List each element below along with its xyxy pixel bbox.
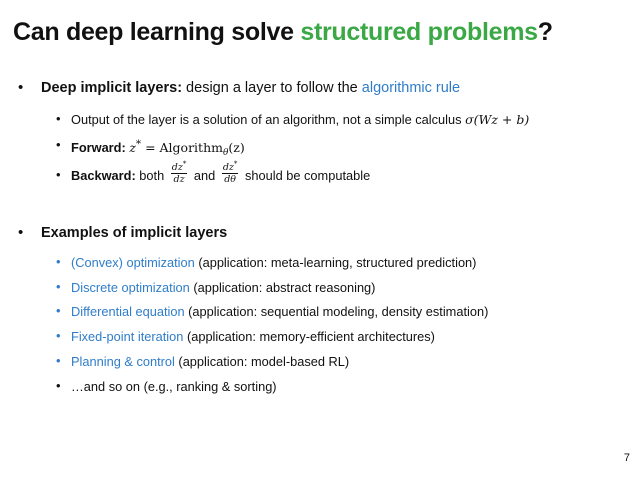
- backward-text-before: both: [135, 168, 168, 183]
- example-highlight: (Convex) optimization: [71, 255, 195, 270]
- math-sub-theta: θ: [222, 148, 229, 159]
- bullet-marker: •: [56, 328, 61, 343]
- bullet-lead-text: design a layer to follow the: [182, 80, 362, 96]
- example-highlight: Fixed-point iteration: [71, 329, 184, 344]
- math-arg: (z): [228, 140, 245, 156]
- example-rest: (application: model-based RL): [174, 354, 350, 369]
- bullet-marker: •: [56, 303, 61, 318]
- fraction-dz-star-over-dz: [171, 159, 188, 185]
- numerator-sup: *: [182, 159, 187, 168]
- bullet-lead-highlight: algorithmic rule: [361, 80, 461, 96]
- example-highlight: Planning & control: [71, 354, 175, 369]
- sub-bullet-text: [71, 138, 245, 158]
- sub-bullet-text: …and so on (e.g., ranking & sorting): [71, 379, 277, 394]
- bullet-lead-bold: Examples of implicit layers: [41, 225, 228, 241]
- bullet-marker: •: [56, 167, 61, 182]
- sub-bullet-text: [71, 280, 375, 295]
- backward-label: Backward:: [71, 168, 136, 183]
- fraction-dz-star-over-dtheta: [222, 159, 239, 185]
- example-rest: (application: abstract reasoning): [189, 280, 376, 295]
- fraction-denominator: dz: [173, 173, 185, 185]
- bullet-marker: •: [56, 353, 61, 368]
- bullet-marker: •: [18, 79, 24, 96]
- bullet-marker: •: [18, 224, 24, 241]
- sub-bullet-text: [71, 329, 435, 344]
- backward-text-mid: and: [190, 168, 219, 183]
- bullet-marker: •: [56, 279, 61, 294]
- slide-title: [13, 18, 553, 47]
- bullet-text: [41, 80, 460, 96]
- math-algorithm: = Algorithm: [141, 140, 223, 156]
- bullet-marker: •: [56, 254, 61, 269]
- forward-math: [129, 138, 245, 159]
- example-highlight: Discrete optimization: [71, 280, 190, 295]
- example-rest: (application: sequential modeling, density estimation): [184, 304, 489, 319]
- forward-label: Forward:: [71, 140, 126, 156]
- math-sup-star: *: [135, 138, 142, 150]
- bullet-marker: •: [56, 111, 61, 126]
- fraction-numerator: [222, 159, 239, 174]
- page-number: 7: [623, 452, 630, 464]
- output-text: Output of the layer is a solution of an algorithm, not a simple calculus: [71, 112, 466, 127]
- backward-text-after: should be computable: [241, 168, 371, 183]
- title-text-part1: Can deep learning solve: [13, 18, 301, 46]
- sub-bullet-text: [71, 304, 488, 319]
- fraction-denominator: dθ: [224, 173, 237, 185]
- sub-bullet-text: [71, 112, 529, 127]
- bullet-marker: •: [56, 137, 61, 152]
- math-z: z: [129, 140, 136, 156]
- example-highlight: Differential equation: [71, 304, 185, 319]
- title-highlight: structured problems: [300, 18, 538, 46]
- bullet-marker: •: [56, 378, 61, 393]
- numerator-sup: *: [233, 159, 238, 168]
- example-rest: (application: meta-learning, structured prediction): [194, 255, 477, 270]
- sub-bullet-text: [71, 354, 349, 369]
- example-rest: (application: memory-efficient architectures): [183, 329, 435, 344]
- sub-bullet-text: [71, 255, 476, 270]
- sub-bullet-text: [71, 159, 371, 185]
- math-sigma-expression: σ(Wz + b): [465, 112, 530, 127]
- numerator-text: dz: [171, 161, 183, 173]
- bullet-lead-bold: Deep implicit layers:: [41, 80, 183, 96]
- fraction-numerator: [171, 159, 188, 174]
- numerator-text: dz: [222, 161, 234, 173]
- title-text-part2: ?: [537, 18, 553, 46]
